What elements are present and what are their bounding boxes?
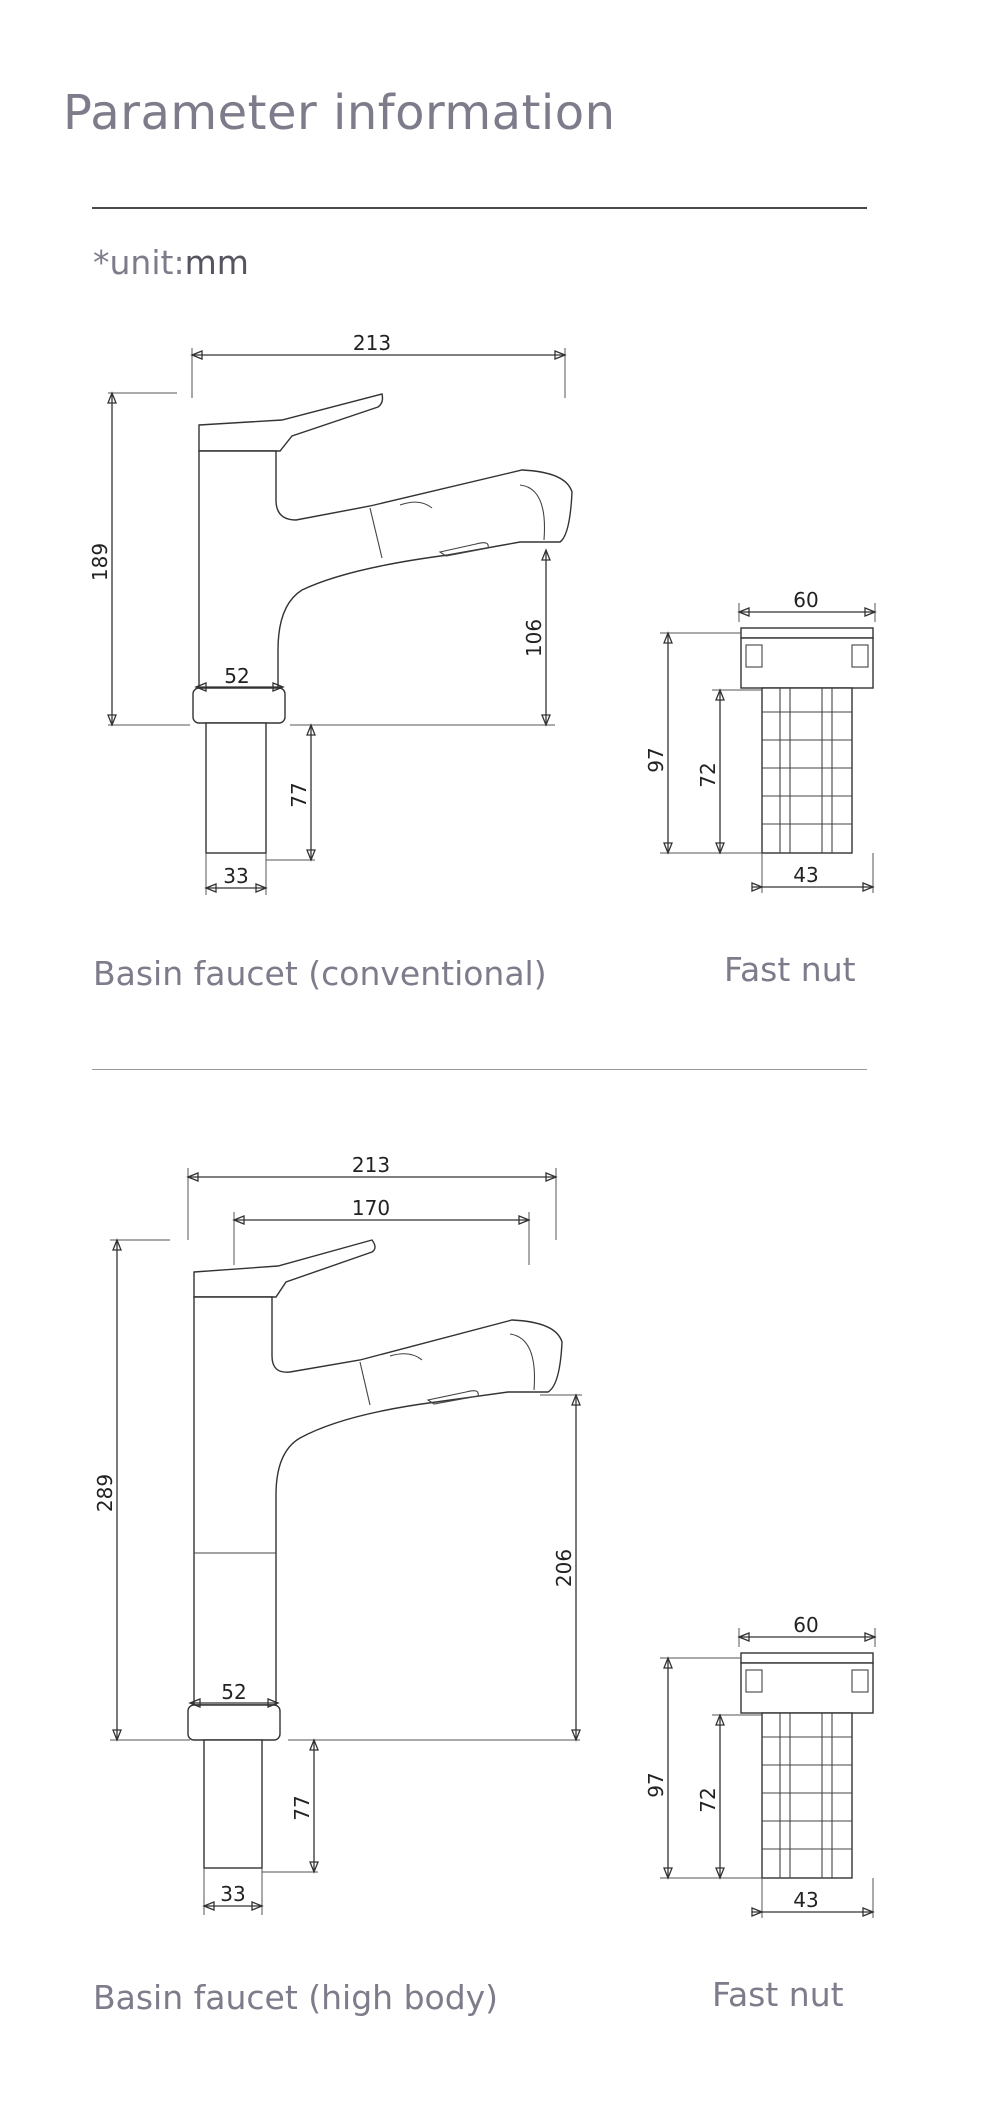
- faucet-body: [193, 394, 572, 853]
- unit-value: mm: [184, 243, 249, 282]
- label-shank-diameter: 33: [220, 1882, 246, 1906]
- label-reach: 170: [351, 1196, 391, 1220]
- dim-shank-33: [204, 1868, 262, 1915]
- label-nut-inner-width: 43: [793, 863, 819, 887]
- dim-height-189: [88, 393, 190, 725]
- label-shank-length: 77: [290, 1795, 314, 1821]
- label-nut-inner-width: 43: [793, 1888, 819, 1912]
- label-spout-height: 106: [522, 618, 546, 658]
- label-base: 52: [224, 664, 250, 688]
- divider-top: [92, 207, 867, 209]
- dim-spout-206: [288, 1395, 582, 1740]
- faucet-conventional-drawing: [0, 300, 1000, 920]
- fast-nut-drawing-2: [644, 1613, 875, 1918]
- unit-note: [93, 243, 249, 282]
- unit-prefix: *unit: [93, 243, 174, 282]
- caption-fast-nut-1: Fast nut: [724, 950, 856, 989]
- faucet-high-body-drawing: [0, 1150, 1000, 1930]
- dim-shank-77: [262, 1740, 318, 1872]
- label-nut-height: 97: [644, 1772, 668, 1798]
- label-nut-width: 60: [793, 1613, 819, 1637]
- label-nut-height: 97: [644, 747, 668, 773]
- page-title: Parameter information: [63, 85, 616, 141]
- dim-width-213: [192, 331, 565, 398]
- label-base: 52: [221, 1680, 247, 1704]
- label-spout-height: 206: [552, 1548, 576, 1588]
- label-height: 289: [93, 1473, 117, 1513]
- label-shank-diameter: 33: [223, 864, 249, 888]
- caption-basin-faucet-high-body: Basin faucet (high body): [93, 1978, 499, 2017]
- faucet-body: [188, 1240, 562, 1868]
- label-width: 213: [351, 1153, 391, 1177]
- caption-basin-faucet-conventional: Basin faucet (conventional): [93, 954, 547, 993]
- dim-reach-170: [234, 1196, 529, 1265]
- label-nut-width: 60: [793, 588, 819, 612]
- fast-nut-drawing-1: [644, 588, 875, 893]
- label-width: 213: [352, 331, 392, 355]
- label-nut-inner-height: 72: [696, 1787, 720, 1813]
- dim-height-289: [93, 1240, 190, 1740]
- dim-shank-77: [266, 725, 315, 860]
- divider-middle: [92, 1069, 867, 1070]
- unit-separator: :: [173, 243, 185, 282]
- dim-shank-33: [206, 853, 266, 895]
- label-height: 189: [88, 542, 112, 582]
- label-shank-length: 77: [287, 782, 311, 808]
- label-nut-inner-height: 72: [696, 762, 720, 788]
- caption-fast-nut-2: Fast nut: [712, 1975, 844, 2014]
